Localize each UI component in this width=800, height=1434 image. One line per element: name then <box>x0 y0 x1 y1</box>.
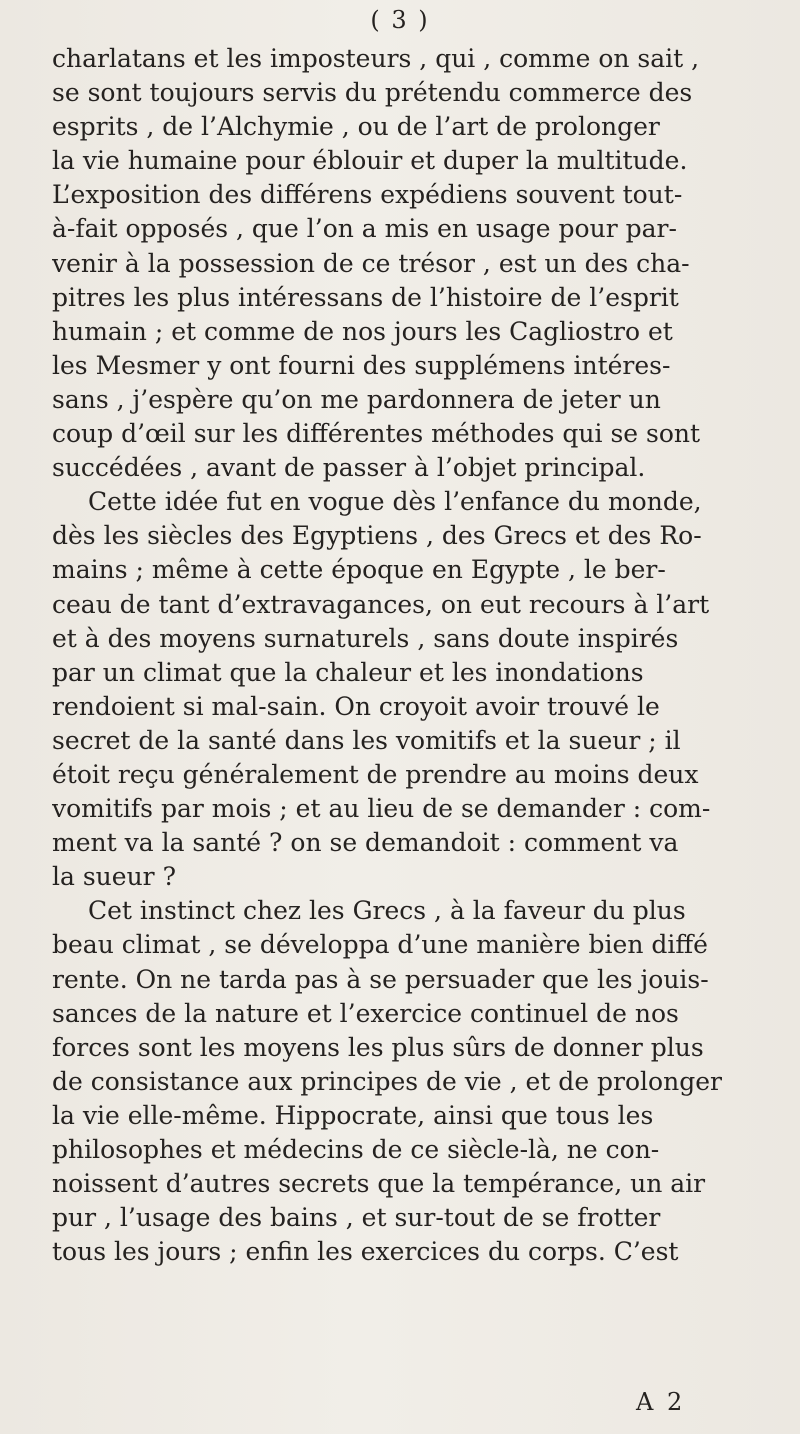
text-line: ment va la santé ? on se demandoit : comment va <box>52 828 679 858</box>
text-line: humain ; et comme de nos jours les Cagliostro et <box>52 316 673 346</box>
text-line: la sueur ? <box>52 862 176 892</box>
page-number: ( 3 ) <box>370 6 430 34</box>
text-line: forces sont les moyens les plus sûrs de donner plus <box>52 1032 704 1062</box>
text-line: rente. On ne tarda pas à se persuader que les jouis- <box>52 964 709 994</box>
text-line: tous les jours ; enfin les exercices du corps. C’est <box>52 1237 679 1267</box>
text-line: charlatans et les imposteurs , qui , comme on sait , <box>52 44 700 73</box>
text-line: venir à la possession de ce trésor , est un des cha- <box>52 248 690 278</box>
body-text <box>52 42 794 1269</box>
text-line: vomitifs par mois ; et au lieu de se demander : com- <box>52 794 711 824</box>
signature-mark: A 2 <box>636 1388 686 1416</box>
text-line: par un climat que la chaleur et les inondations <box>52 657 644 687</box>
text-line: mains ; même à cette époque en Egypte , le ber- <box>52 555 666 585</box>
text-line: sances de la nature et l’exercice continuel de nos <box>52 998 679 1028</box>
text-line: sans , j’espère qu’on me pardonnera de jeter un <box>52 384 661 414</box>
text-line: la vie elle-même. Hippocrate, ainsi que tous les <box>52 1100 654 1130</box>
text-line: beau climat , se développa d’une manière bien diffé <box>52 930 708 960</box>
text-line: la vie humaine pour éblouir et duper la multitude. <box>52 146 688 176</box>
text-line: dès les siècles des Egyptiens , des Grecs et des Ro- <box>52 521 702 551</box>
text-line: et à des moyens surnaturels , sans doute inspirés <box>52 623 679 653</box>
text-line: philosophes et médecins de ce siècle-là, ne con- <box>52 1135 660 1164</box>
text-line: ceau de tant d’extravagances, on eut recours à l’art <box>52 589 710 619</box>
text-line: à-fait opposés , que l’on a mis en usage pour par- <box>52 214 677 244</box>
text-line: coup d’œil sur les différentes méthodes qui se sont <box>52 419 701 449</box>
text-line: Cette idée fut en vogue dès l’enfance du monde, <box>88 487 702 517</box>
text-line: de consistance aux principes de vie , et de prolonger <box>52 1066 722 1096</box>
text-line: les Mesmer y ont fourni des supplémens intéres- <box>52 350 671 380</box>
text-line: succédées , avant de passer à l’objet principal. <box>52 453 646 483</box>
text-line: pur , l’usage des bains , et sur-tout de se frotter <box>52 1203 661 1233</box>
text-line: étoit reçu généralement de prendre au moins deux <box>52 759 699 789</box>
text-line: Cet instinct chez les Grecs , à la faveur du plus <box>88 896 686 926</box>
text-line: se sont toujours servis du prétendu commerce des <box>52 78 693 108</box>
text-line: L’exposition des différens expédiens souvent tout- <box>52 180 683 210</box>
text-line: noissent d’autres secrets que la tempérance, un air <box>52 1169 706 1199</box>
text-line: secret de la santé dans les vomitifs et la sueur ; il <box>52 725 681 755</box>
text-line: pitres les plus intéressans de l’histoire de l’esprit <box>52 282 679 312</box>
text-line: rendoient si mal-sain. On croyoit avoir trouvé le <box>52 691 660 721</box>
text-line: esprits , de l’Alchymie , ou de l’art de prolonger <box>52 112 660 142</box>
